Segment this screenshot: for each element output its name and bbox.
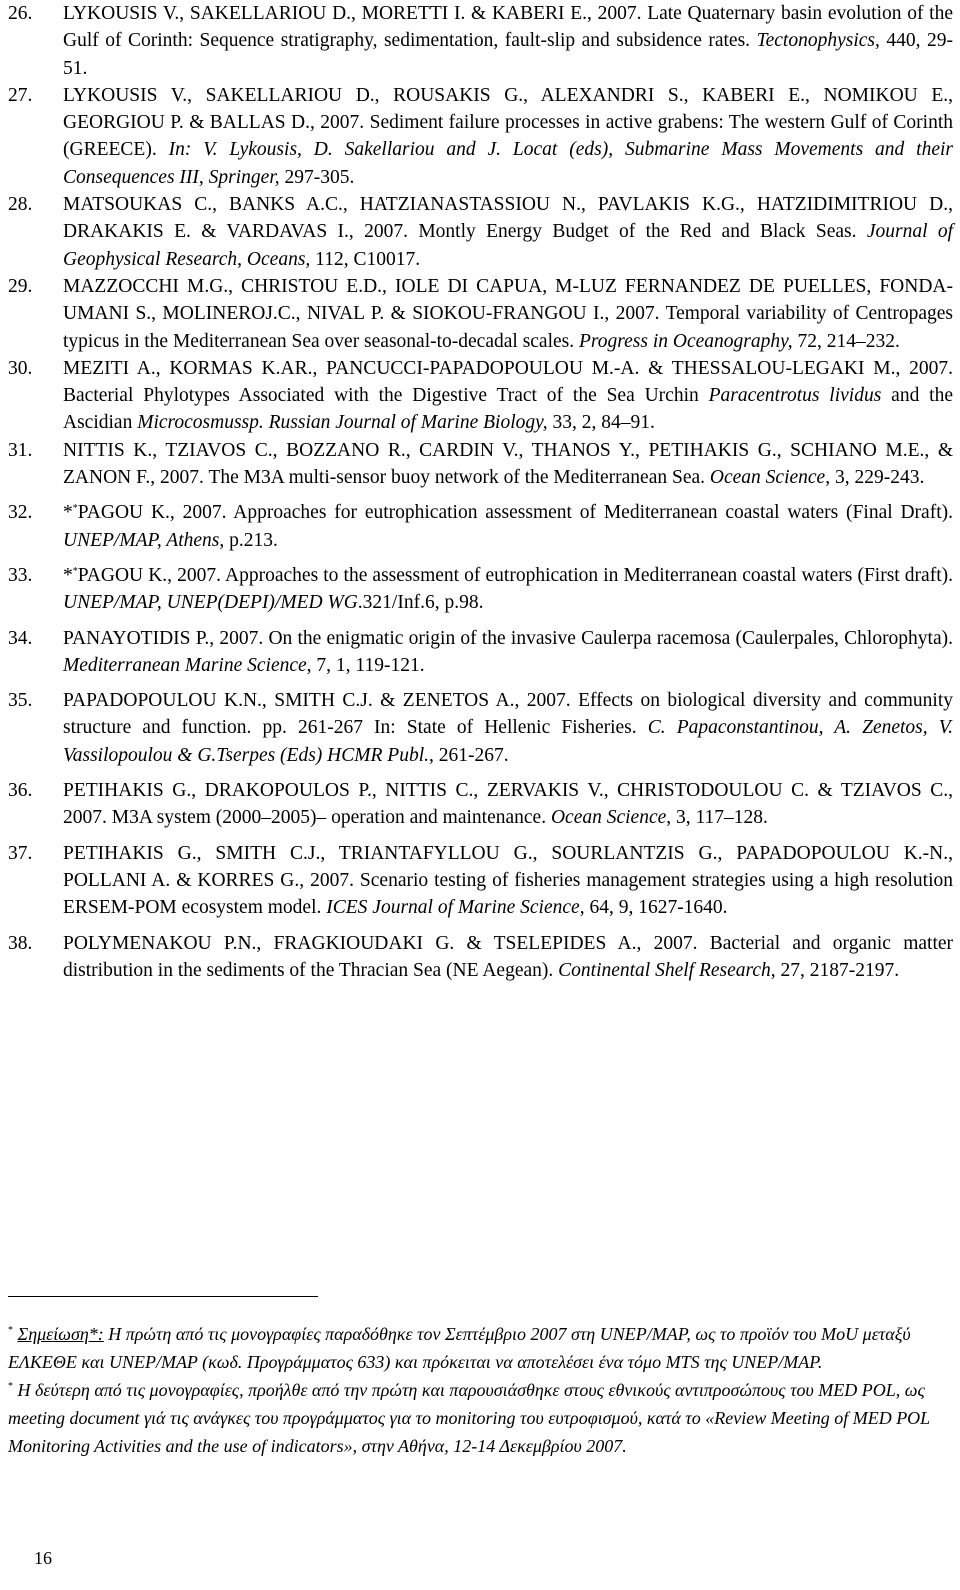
reference-details: , 3, 229-243.	[825, 467, 925, 489]
reference-title: Sediment failure processes in active grabens: The western Gulf of Corinth (GREECE).	[63, 112, 953, 161]
reference-item	[8, 777, 953, 832]
reference-authors: PAGOU K., 2007.	[77, 502, 227, 524]
reference-details: , 261-267.	[429, 744, 509, 766]
reference-number: 30.	[8, 357, 33, 379]
reference-journal: C. Papaconstantinou, A. Zenetos, V. Vassilopoulou & G.Tserpes (Eds) HCMR Publ.	[63, 717, 953, 766]
reference-journal: UNEP/MAP, Athens	[63, 529, 220, 551]
reference-item	[8, 499, 953, 554]
reference-title: Montly Energy Budget of the Red and Black Seas.	[418, 221, 857, 243]
reference-details: , 27, 2187-2197.	[770, 959, 900, 981]
reference-title: On the enigmatic origin of the invasive Caulerpa racemosa (Caulerpales, Chlorophyta).	[268, 627, 954, 649]
reference-item	[8, 687, 953, 769]
reference-journal: Russian Journal of Marine Biology,	[268, 412, 548, 434]
reference-authors: PAPADOPOULOU K.N., SMITH C.J. & ZENETOS A., 2007.	[63, 690, 571, 712]
reference-number: 34.	[8, 627, 33, 649]
reference-journal: Ocean Science	[709, 467, 826, 489]
reference-journal: Progress in Oceanography,	[579, 330, 793, 352]
reference-authors: NITTIS K., TZIAVOS C., BOZZANO R., CARDIN V., THANOS Y., PETIHAKIS G., SCHIANO M.E., & ZANON F., 2007.	[63, 439, 953, 489]
footnote-separator	[8, 1296, 318, 1297]
reference-details: 33, 2, 84–91.	[547, 412, 655, 434]
footnote	[8, 1320, 953, 1376]
reference-details: , 7, 1, 119-121.	[306, 654, 425, 676]
reference-authors: LYKOUSIS V., SAKELLARIOU D., MORETTI I. & KABERI E., 2007.	[63, 3, 642, 24]
reference-item	[8, 0, 953, 82]
reference-number: 37.	[8, 842, 33, 864]
reference-number: 35.	[8, 690, 33, 712]
reference-title: Effects on biological diversity and community structure and function. pp. 261-267 In: State of Hellenic Fisheries.	[63, 690, 953, 739]
footnotes	[8, 1320, 953, 1460]
reference-journal: Ocean Science	[550, 807, 667, 829]
footnote-marker: *	[8, 1325, 13, 1336]
reference-journal: Journal of Geophysical Research, Oceans,	[63, 221, 954, 270]
reference-details: 112, C10017.	[310, 248, 421, 270]
reference-number: 28.	[8, 194, 33, 216]
reference-species: Microcosmussp.	[137, 412, 264, 434]
reference-title: Late Quaternary basin evolution of the Gulf of Corinth: Sequence stratigraphy, sedimentation, fault-slip and subsidence rates.	[63, 3, 953, 52]
reference-item	[8, 355, 953, 437]
reference-item	[8, 840, 953, 922]
reference-species: Paracentrotus lividus	[708, 385, 882, 407]
footnote-marker: *	[72, 565, 78, 577]
reference-item	[8, 273, 953, 355]
page-number: 16	[34, 1548, 52, 1568]
reference-authors: MATSOUKAS C., BANKS A.C., HATZIANASTASSIOU N., PAVLAKIS K.G., HATZIDIMITRIOU D., DRAKAKIS E. & VARDAVAS I., 2007.	[63, 194, 953, 243]
reference-star: *	[63, 502, 73, 524]
reference-title-cont: and the Ascidian	[63, 385, 954, 434]
footnote-text: Η δεύτερη από τις μονογραφίες, προήλθε από την πρώτη και παρουσιάσθηκε στους εθνικούς αντιπροσώπους του MED POL, ως meeting document γιά τις ανάγκες του προγράμματος για το monitoring του ευτροφισμού, κατά το «Review Meeting of MED POL Monitoring Activities and the use of indicators», στην Αθήνα, 12-14 Δεκεμβρίου 2007.	[8, 1380, 930, 1456]
reference-title: Bacterial and organic matter distribution in the sediments of the Thracian Sea (NE Aegean).	[63, 932, 954, 981]
reference-details: 72, 214–232.	[792, 330, 900, 352]
reference-number: 31.	[8, 439, 33, 461]
footnote	[8, 1376, 953, 1460]
reference-details: , 440, 29-51.	[63, 30, 954, 79]
reference-journal: Mediterranean Marine Science	[63, 654, 307, 676]
reference-journal: ICES Journal of Marine Science	[326, 897, 580, 919]
reference-details: .321/Inf.6, p.98.	[357, 592, 484, 614]
reference-authors: PETIHAKIS G., DRAKOPOULOS P., NITTIS C., ZERVAKIS V., CHRISTODOULOU C. & TZIAVOS C., 2007.	[63, 780, 953, 829]
reference-title: Bacterial Phylotypes Associated with the Digestive Tract of the Sea Urchin	[63, 385, 699, 407]
reference-journal: Tectonophysics	[756, 30, 876, 52]
reference-details: , p.213.	[219, 529, 278, 551]
reference-item	[8, 930, 953, 985]
reference-journal: In: V. Lykousis, D. Sakellariou and J. Locat (eds), Submarine Mass Movements and their Consequences III, Springer,	[63, 139, 954, 188]
footnote-marker: *	[72, 503, 78, 515]
reference-title: The M3A multi-sensor buoy network of the Mediterranean Sea.	[208, 467, 706, 489]
reference-number: 27.	[8, 84, 33, 106]
reference-title: Approaches to the assessment of eutrophication in Mediterranean coastal waters (First draft).	[225, 564, 953, 586]
reference-journal: UNEP/MAP, UNEP(DEPI)/MED WG	[63, 592, 358, 614]
reference-title: Approaches for eutrophication assessment of Mediterranean coastal waters (Final Draft).	[233, 502, 953, 524]
reference-item	[8, 625, 953, 680]
reference-item	[8, 437, 953, 492]
reference-authors: PANAYOTIDIS P., 2007.	[63, 627, 264, 649]
reference-journal: Continental Shelf Research	[558, 959, 771, 981]
reference-list	[8, 0, 953, 984]
reference-number: 33.	[8, 564, 33, 586]
reference-item	[8, 82, 953, 191]
reference-star: *	[63, 564, 73, 586]
reference-number: 32.	[8, 502, 33, 524]
reference-number: 38.	[8, 932, 33, 954]
reference-title: Scenario testing of fisheries management strategies using a high resolution ERSEM-POM ecosystem model.	[63, 869, 953, 919]
reference-authors: MEZITI A., KORMAS K.AR., PANCUCCI-PAPADOPOULOU M.-A. & THESSALOU-LEGAKI M., 2007.	[63, 357, 953, 379]
reference-title: Temporal variability of Centropages typicus in the Mediterranean Sea over seasonal-to-decadal scales.	[63, 303, 953, 352]
footnote-label: Σημείωση*:	[17, 1324, 104, 1344]
reference-authors: MAZZOCCHI M.G., CHRISTOU E.D., IOLE DI CAPUA, M-LUZ FERNANDEZ DE PUELLES, FONDA-UMANI S., MOLINEROJ.C., NIVAL P. & SIOKOU-FRANGOU I., 2007.	[63, 275, 953, 325]
reference-authors: PAGOU K., 2007.	[77, 564, 222, 586]
reference-details: , 64, 9, 1627-1640.	[579, 897, 728, 919]
reference-item	[8, 191, 953, 273]
footnote-marker: *	[8, 1381, 13, 1392]
footnote-text: Η πρώτη από τις μονογραφίες παραδόθηκε τον Σεπτέμβριο 2007 στη UNEP/MAP, ως το προϊόν του MoU μεταξύ ΕΛΚΕΘΕ και UNEP/MAP (κωδ. Προγράμματος 633) και πρόκειται να αποτελέσει ένα τόμο MTS της UNEP/MAP.	[8, 1324, 911, 1372]
reference-authors: LYKOUSIS V., SAKELLARIOU D., ROUSAKIS G., ALEXANDRI S., KABERI E., NOMIKOU E., GEORGIOU P. & BALLAS D., 2007.	[63, 84, 953, 134]
reference-authors: PETIHAKIS G., SMITH C.J., TRIANTAFYLLOU G., SOURLANTZIS G., PAPADOPOULOU K.-N., POLLANI A. & KORRES G., 2007.	[63, 842, 953, 891]
reference-number: 36.	[8, 780, 33, 802]
reference-title: M3A system (2000–2005)– operation and maintenance.	[111, 807, 547, 829]
reference-details: , 3, 117–128.	[666, 807, 768, 829]
reference-number: 29.	[8, 275, 33, 297]
reference-details: 297-305.	[279, 166, 355, 188]
reference-authors: POLYMENAKOU P.N., FRAGKIOUDAKI G. & TSELEPIDES A., 2007.	[63, 932, 698, 954]
reference-number: 26.	[8, 3, 33, 24]
reference-item	[8, 562, 953, 617]
